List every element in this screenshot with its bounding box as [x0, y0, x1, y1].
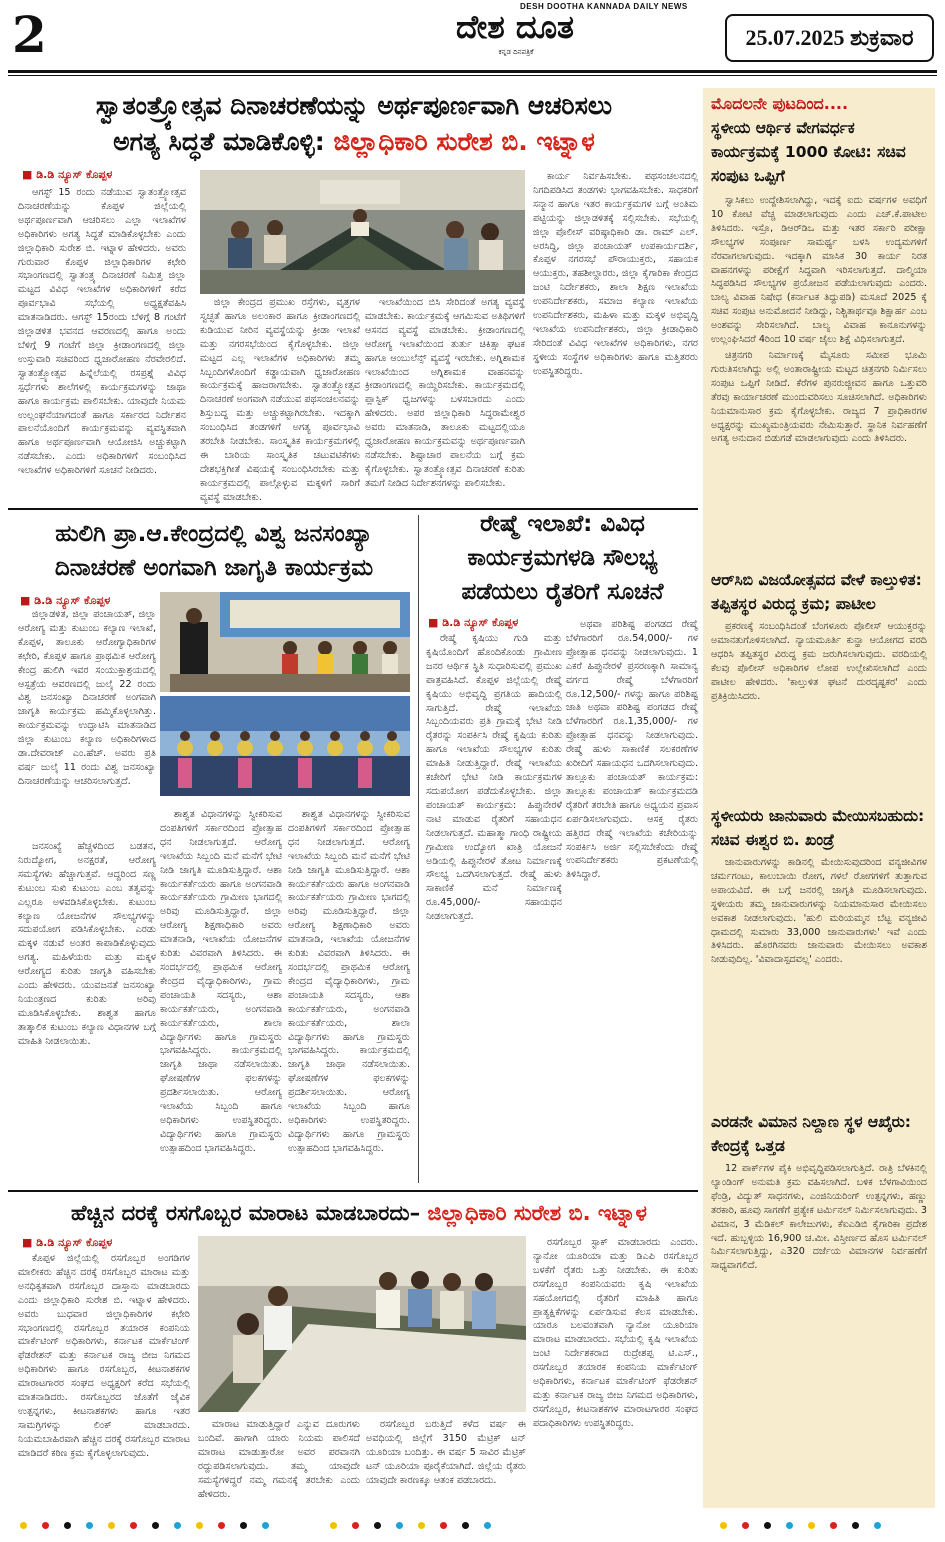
sidebar-story4-text: 12 ಪಾರ್ಕ್‌ಗಳ ಪೈಕಿ ಅಭಿವೃದ್ಧಿಪಡಿಸಲಾಗುತ್ತಿದೆ. ರಾತ್ರಿ ಬೆಳಕಿನಲ್ಲಿ ಲ್ಯಾಂಡಿಂಗ್ ಅನುಮತಿ ಕ್ರಮ ವಹಿಸಲಾಗಿದೆ. ಬಳಿಕ ಬೆಳಗಾವಿಯಿಂದ ಫೆಂಡ್ರಿ, ವಿದ್ಯುತ್ ಸಾಧನಗಳು, ಎಂಜಿನಿಯರಿಂಗ್ ಉತ್ಪನ್ನಗಳು, ಹಣ್ಣು ತರಕಾರಿ, ಹೂವು ಸಾಗಣೆಗೆ ಪ್ರತ್ಯೇಕ ಟರ್ಮಿನಲ್ ನಿರ್ಮಿಸಲಾಗುವುದು. 3 ವಿಮಾನ, 3 ಮೆಡಿಕಲ್ ಕಾಲೇಜುಗಳು, ಕೆಐಎಡಿಬಿ ಕೈಗಾರಿಕಾ ಪ್ರದೇಶ ಇದೆ. ಹುಬ್ಬಳ್ಳಿಯ 16,900 ಚ.ಮೀ. ವಿಸ್ತೀರ್ಣದ ಹೊಸ ಟರ್ಮಿನಲ್ ನಿರ್ಮಿಸಲಾಗುತ್ತಿದ್ದು, ಎ320 ದರ್ಜೆಯ ವಿಮಾನಗಳ ನಿರ್ವಹಣೆಗೆ ಸಾಧ್ಯವಾಗಲಿದೆ. [711, 1163, 927, 1272]
sidebar-story2-text: ಪ್ರಕರಣಕ್ಕೆ ಸಂಬಂಧಿಸಿದಂತೆ ಬೆಂಗಳೂರು ಪೊಲೀಸ್ ಆಯುಕ್ತರನ್ನು ಅಮಾನತುಗೊಳಿಸಲಾಗಿದೆ. ನ್ಯಾಯಮೂರ್ತಿ ಕುನ್ಹಾ ಆಯೋಗದ ವರದಿ ಆಧರಿಸಿ ತಪ್ಪಿತಸ್ಥರ ವಿರುದ್ಧ ಕ್ರಮ ಜರುಗಿಸಲಾಗುವುದು. ವರದಿಯಲ್ಲಿ ಕೆಲವು ಪೊಲೀಸ್ ಅಧಿಕಾರಿಗಳ ಲೋಪ ಉಲ್ಲೇಖಿಸಲಾಗಿದೆ ಎಂದು ಪಾಟೀಲ ಹೇಳಿದರು. 'ಕಾಲ್ತುಳಿತ ಘಟನೆ ದುರದೃಷ್ಟಕರ' ಎಂದು ಪ್ರತಿಕ್ರಿಯಿಸಿದರು. [711, 621, 927, 702]
art-right-headline-line1: ರೇಷ್ಮೆ ಇಲಾಖೆ: ವಿವಿಧ [480, 511, 645, 537]
masthead-logo: ದೇಶ ದೂತ [456, 8, 574, 46]
bottom-column-2: ಮಾರಾಟ ಮಾಡುತ್ತಿದ್ದಾರೆ ಎನ್ನುವ ದೂರುಗಳು ಬಂದಿವೆ. ಹಾಗಾಗಿ ಯಾರು ನಿಯಮ ಪಾಲಿಸದೆ ಮಾರಾಟ ಮಾಡುತ್ತಾರೋ ಅವರ ಪರವಾನಗಿ ರದ್ದುಪಡಿಸಲಾಗುವುದು. ತಮ್ಮ ಯಾವುದೇ ಸಮಸ್ಯೆಗಳಿದ್ದರೆ ನಮ್ಮ ಗಮನಕ್ಕೆ ತರಬೇಕು ಎಂದು ಹೇಳಿದರು. [198, 1419, 360, 1500]
bottom-meeting-photo [198, 1236, 526, 1412]
art-left-column-2: ಶಾಶ್ವತ ವಿಧಾನಗಳನ್ನು ಸ್ವೀಕರಿಸುವ ದಂಪತಿಗಳಿಗೆ ಸರ್ಕಾರದಿಂದ ಪ್ರೋತ್ಸಾಹ ಧನ ನೀಡಲಾಗುತ್ತದೆ. ಆರೋಗ್ಯ ಇಲಾಖೆಯ ಸಿಬ್ಬಂದಿ ಮನೆ ಮನೆಗೆ ಭೇಟಿ ನೀಡಿ ಜಾಗೃತಿ ಮೂಡಿಸುತ್ತಿದ್ದಾರೆ. ಆಶಾ ಕಾರ್ಯಕರ್ತೆಯರು ಹಾಗೂ ಅಂಗನವಾಡಿ ಕಾರ್ಯಕರ್ತೆಯರು ಗ್ರಾಮೀಣ ಭಾಗದಲ್ಲಿ ಅರಿವು ಮೂಡಿಸುತ್ತಿದ್ದಾರೆ. ಜಿಲ್ಲಾ ಆರೋಗ್ಯ ಶಿಕ್ಷಣಾಧಿಕಾರಿ ಅವರು ಮಾತನಾಡಿ, ಇಲಾಖೆಯ ಯೋಜನೆಗಳ ಕುರಿತು ವಿವರವಾಗಿ ತಿಳಿಸಿದರು. ಈ ಸಂದರ್ಭದಲ್ಲಿ ಪ್ರಾಥಮಿಕ ಆರೋಗ್ಯ ಕೇಂದ್ರದ ವೈದ್ಯಾಧಿಕಾರಿಗಳು, ಗ್ರಾಮ ಪಂಚಾಯತಿ ಸದಸ್ಯರು, ಆಶಾ ಕಾರ್ಯಕರ್ತೆಯರು, ಅಂಗನವಾಡಿ ಕಾರ್ಯಕರ್ತೆಯರು, ಶಾಲಾ ವಿದ್ಯಾರ್ಥಿಗಳು ಹಾಗೂ ಗ್ರಾಮಸ್ಥರು ಭಾಗವಹಿಸಿದ್ದರು. ಕಾರ್ಯಕ್ರಮದಲ್ಲಿ ಜಾಗೃತಿ ಜಾಥಾ ನಡೆಸಲಾಯಿತು. ಘೋಷಣೆಗಳ ಫಲಕಗಳನ್ನು ಪ್ರದರ್ಶಿಸಲಾಯಿತು. ಆರೋಗ್ಯ ಇಲಾಖೆಯ ಸಿಬ್ಬಂದಿ ಹಾಗೂ ಅಧಿಕಾರಿಗಳು ಉಪಸ್ಥಿತರಿದ್ದರು. ವಿದ್ಯಾರ್ಥಿಗಳು ಹಾಗೂ ಗ್ರಾಮಸ್ಥರು ಉತ್ಸಾಹದಿಂದ ಭಾಗವಹಿಸಿದ್ದರು. [160, 809, 282, 1154]
lead-column-3: ಇಲಾಖೆಯಿಂದ ಬಿಸಿ ಸೇರಿದಂತೆ ಅಗತ್ಯ ವ್ಯವಸ್ಥೆ ಮಾಡಬೇಕು. ಕಾರ್ಯಕ್ರಮಕ್ಕೆ ಆಗಮಿಸುವ ಅತಿಥಿಗಳಿಗೆ ಆಸನದ ವ್ಯವಸ್ಥೆ ಮಾಡಬೇಕು. ಕ್ರೀಡಾಂಗಣದಲ್ಲಿ ಆರೋಗ್ಯ ಇಲಾಖೆಯಿಂದ ತುರ್ತು ಚಿಕಿತ್ಸಾ ಘಟಕ ಹಾಗೂ ಆಂಬುಲೆನ್ಸ್ ವ್ಯವಸ್ಥೆ ಇರಬೇಕು. ಅಗ್ನಿಶಾಮಕ ಇಲಾಖೆಯಿಂದ ಅಗ್ನಿಶಾಮಕ ವಾಹನವನ್ನು ಕ್ರೀಡಾಂಗಣದಲ್ಲಿ ಕಾಯ್ದಿರಿಸಬೇಕು. ಕಾರ್ಯಕ್ರಮದಲ್ಲಿ ಪ್ಲಾಸ್ಟಿಕ್ ಧ್ವಜಗಳನ್ನು ಬಳಸಬಾರದು ಎಂದು ಹೇಳಿದರು. ಅಪರ ಜಿಲ್ಲಾಧಿಕಾರಿ ಸಿದ್ಧರಾಮೇಶ್ವರ ಅವರು ಮಾತನಾಡಿ, ತಾಲೂಕು ಮಟ್ಟದಲ್ಲಿಯೂ ಧ್ವಜಾರೋಹಣ ಕಾರ್ಯಕ್ರಮವನ್ನು ಅರ್ಥಪೂರ್ಣವಾಗಿ ನಡೆಸಬೇಕು. ಶಿಷ್ಟಾಚಾರ ಪಾಲನೆಯ ಬಗ್ಗೆ ಕ್ರಮ ಕೈಗೊಳ್ಳಬೇಕು. ಸ್ವಾತಂತ್ರ್ಯೋತ್ಸವ ದಿನಾಚರಣೆ ಕುರಿತು ತಮಗೆ ನೀಡಿದ ನಿರ್ದೇಶನಗಳನ್ನು ಪಾಲಿಸಬೇಕು. [365, 297, 525, 489]
sidebar-story1-text: ಸ್ವಾಸಿಕಲು ಉದ್ದೇಶಿಸಲಾಗಿದ್ದು, ಇದಕ್ಕೆ ಐದು ವರ್ಷಗಳ ಅವಧಿಗೆ 10 ಕೋಟಿ ವೆಚ್ಚ ಮಾಡಲಾಗುವುದು ಎಂದು ಎಚ್.ಕೆ.ಪಾಟೀಲ ತಿಳಿಸಿದರು. ಇಸ್ರೊ, ಡಿಆರ್‌ಡಿಒ ಮತ್ತು ಇತರ ಸರ್ಕಾರಿ ಪರೀಕ್ಷಾ ಸೌಲಭ್ಯಗಳ ಸಂಪೂರ್ಣ ಸಾಮರ್ಥ್ಯ ಬಳಸಿ ಉದ್ಯಮಗಳಿಗೆ ನೆರವಾಗಲಾಗುವುದು. ಇದಕ್ಕಾಗಿ ಮಾಸಿಕ 30 ಕಾರ್ಯ ನಿರತ ವಾಹನಗಳನ್ನು ಪರೀಕ್ಷೆಗೆ ಸಿದ್ಧವಾಗಿ ಇರಿಸಲಾಗುತ್ತದೆ. ದಾಲ್ಮಿಯಾ ಸಿದ್ಧಪಡಿಸಿದ ಸೌಲಭ್ಯಗಳ ಪ್ರಯೋಜನ ಪಡೆಯಲಾಗುವುದು ಎಂದರು. ಬಾಲ್ಯ ವಿವಾಹ ನಿಷೇಧ (ಕರ್ನಾಟಕ ತಿದ್ದುಪಡಿ) ಮಸೂದೆ 2025 ಕ್ಕೆ ಸಚಿವ ಸಂಪುಟ ಅನುಮೋದನೆ ನೀಡಿದ್ದು, ನಿಶ್ಚಿತಾರ್ಥವೂ ಶಿಕ್ಷಾರ್ಹ ಎಂಬ ಅಂಶವನ್ನು ಸೇರಿಸಲಾಗಿದೆ. ಬಾಲ್ಯ ವಿವಾಹ ಕಾನೂನುಗಳನ್ನು ಉಲ್ಲಂಘಿಸಿದರೆ 4ರಿಂದ 10 ವರ್ಷ ಜೈಲು ಶಿಕ್ಷೆ ವಿಧಿಸಲಾಗುತ್ತದೆ. ಚಿತ್ರನಗರಿ ನಿರ್ಮಾಣಕ್ಕೆ ಮೈಸೂರು ಸಮೀಪ ಭೂಮಿ ಗುರುತಿಸಲಾಗಿದ್ದು ಅಲ್ಲಿ ಅಂತಾರಾಷ್ಟ್ರೀಯ ಮಟ್ಟದ ಚಿತ್ರನಗರಿ ನಿರ್ಮಿಸಲು ಸಂಪುಟ ಒಪ್ಪಿಗೆ ನೀಡಿದೆ. ಕೆರೆಗಳ ಪುನರುಜ್ಜೀವನ ಹಾಗೂ ಒತ್ತುವರಿ ತೆರವು ಕಾರ್ಯಾಚರಣೆ ಮುಂದುವರಿಸಲು ಸೂಚಿಸಲಾಗಿದೆ. ಅಧಿಕಾರಿಗಳು ನಿಯಮಾನುಸಾರ ಕ್ರಮ ಕೈಗೊಳ್ಳಬೇಕು. ರಾಜ್ಯದ 7 ಪ್ರಾಧಿಕಾರಗಳ ಅಧ್ಯಕ್ಷರನ್ನು ಮುಖ್ಯಮಂತ್ರಿಯವರು ನೇಮಿಸುತ್ತಾರೆ. ಸ್ಥಾನಿಕ ನಿರ್ವಹಣೆಗೆ ಅಗತ್ಯ ಅನುದಾನ ಬಿಡುಗಡೆ ಮಾಡಲಾಗುವುದು ಎಂದು ತಿಳಿಸಿದರು. [711, 195, 927, 445]
art-right-byline: ■ ಡಿ.ಡಿ ನ್ಯೂಸ್ ಕೊಪ್ಪಳ [428, 616, 518, 630]
art-right-column-2: ಅಥವಾ ಪರಿಶಿಷ್ಟ ಪಂಗಡದ ರೇಷ್ಮೆ ಬೆಳೆಗಾರರಿಗೆ ರೂ.54,000/- ಗಳ ಪ್ರೋತ್ಸಾಹ ಧನವನ್ನು ನೀಡಲಾಗುವುದು. 1 ಎಕರೆ ಹಿಪ್ಪುನೇರಳೆ ಪ್ರಸರಣಕ್ಕಾಗಿ ಸಾಮಾನ್ಯ ವರ್ಗದ ರೇಷ್ಮೆ ಬೆಳೆಗಾರರಿಗೆ ರೂ.12,500/- ಗಳನ್ನು ಹಾಗೂ ಪರಿಶಿಷ್ಟ ಜಾತಿ ಅಥವಾ ಪರಿಶಿಷ್ಟ ಪಂಗಡದ ರೇಷ್ಮೆ ಬೆಳೆಗಾರರಿಗೆ ರೂ.1,35,000/- ಗಳ ಪ್ರೋತ್ಸಾಹ ಧನವನ್ನು ನೀಡಲಾಗುವುದು. ರೇಷ್ಮೆ ಹುಳು ಸಾಕಾಣಿಕೆ ಸಲಕರಣೆಗಳ ಖರೀದಿಗೆ ಸಹಾಯಧನ ಒದಗಿಸಲಾಗುವುದು. ತಾಲ್ಲೂಕು ಪಂಚಾಯತ್ ಕಾರ್ಯಕ್ರಮ: ತಾಲ್ಲೂಕು ಪಂಚಾಯತ್ ಕಾರ್ಯಕ್ರಮದಡಿ ರೈತರಿಗೆ ತರಬೇತಿ ಹಾಗೂ ಅಧ್ಯಯನ ಪ್ರವಾಸ ಏರ್ಪಡಿಸಲಾಗುವುದು. ಆಸಕ್ತ ರೈತರು ಹತ್ತಿರದ ರೇಷ್ಮೆ ಇಲಾಖೆಯ ಕಚೇರಿಯನ್ನು ಸಂಪರ್ಕಿಸಿ ಅರ್ಜಿ ಸಲ್ಲಿಸಬೇಕೆಂದು ರೇಷ್ಮೆ ಉಪನಿರ್ದೇಶಕರು ಪ್ರಕಟಣೆಯಲ್ಲಿ ತಿಳಿಸಿದ್ದಾರೆ. [566, 619, 698, 881]
column-divider [418, 515, 419, 1183]
sidebar-section-head: ಮೊದಲನೇ ಪುಟದಿಂದ.... [711, 94, 849, 113]
sidebar-story1-headline: ಸ್ಥಳೀಯ ಆರ್ಥಿಕ ವೇಗವರ್ಧಕ ಕಾರ್ಯಕ್ರಮಕ್ಕೆ 1000 ಕೋಟಿ: ಸಚಿವ ಸಂಪುಟ ಒಪ್ಪಿಗೆ [711, 119, 906, 185]
bottom-headline-red: ಜಿಲ್ಲಾಧಿಕಾರಿ ಸುರೇಶ ಬಿ. ಇಟ್ನಾಳ [427, 1201, 647, 1225]
bottom-column-3: ರಸಗೊಬ್ಬರ ಸ್ಟಾಕ್ ಮಾಡಬಾರದು ಎಂದರು. ನ್ಯಾನೋ ಯೂರಿಯಾ ಮತ್ತು ಡಿಎಪಿ ರಸಗೊಬ್ಬರ ಬಳಕೆಗೆ ರೈತರು ಒತ್ತು ನೀಡಬೇಕು. ಈ ಕುರಿತು ರಸಗೊಬ್ಬರ ಕಂಪನಿಯವರು ಕೃಷಿ ಇಲಾಖೆಯ ಸಹಯೋಗದಲ್ಲಿ ರೈತರಿಗೆ ಮಾಹಿತಿ ಹಾಗೂ ಪ್ರಾತ್ಯಕ್ಷಿಕೆಗಳನ್ನು ಏರ್ಪಡಿಸುವ ಕೆಲಸ ಮಾಡಬೇಕು. ಯಾರೂ ಬಲವಂತವಾಗಿ ನ್ಯಾನೋ ಯೂರಿಯಾ ಮಾರಾಟ ಮಾಡಬಾರದು. ಸಭೆಯಲ್ಲಿ ಕೃಷಿ ಇಲಾಖೆಯ ಜಂಟಿ ನಿರ್ದೇಶಕರಾದ ರುದ್ರೇಶಪ್ಪ ಟಿ.ಎಸ್., ರಸಗೊಬ್ಬರ ತಯಾರಕ ಕಂಪನಿಯ ಮಾರ್ಕೆಟಿಂಗ್ ಅಧಿಕಾರಿಗಳು, ಕರ್ನಾಟಕ ಮಾರ್ಕೆಟಿಂಗ್ ಫೆಡರೇಶನ್ ಮತ್ತು ಕರ್ನಾಟಕ ರಾಜ್ಯ ಬೀಜ ನಿಗಮದ ಅಧಿಕಾರಿಗಳು, ರಸಗೊಬ್ಬರ, ಕೀಟನಾಶಕಗಳ ಮಾರಾಟಗಾರರ ಸಂಘದ ಪದಾಧಿಕಾರಿಗಳು ಉಪಸ್ಥಿತರಿದ್ದರು. [533, 1237, 698, 1429]
art-right-headline-line3: ಪಡೆಯಲು ರೈತರಿಗೆ ಸೂಚನೆ [461, 579, 664, 605]
lead-headline-black: ಅಗತ್ಯ ಸಿದ್ಧತೆ ಮಾಡಿಕೊಳ್ಳಿ: [113, 127, 325, 156]
section-rule-bottom [8, 1190, 698, 1192]
lead-headline-red: ಜಿಲ್ಲಾಧಿಕಾರಿ ಸುರೇಶ ಬಿ. ಇಟ್ನಾಳ [333, 127, 595, 156]
art-left-column-1-top: ಜಿಲ್ಲಾಡಳಿತ, ಜಿಲ್ಲಾ ಪಂಚಾಯತ್, ಜಿಲ್ಲಾ ಆರೋಗ್ಯ ಮತ್ತು ಕುಟುಂಬ ಕಲ್ಯಾಣ ಇಲಾಖೆ, ಕೊಪ್ಪಳ, ತಾಲೂಕು ಆರೋಗ್ಯಾಧಿಕಾರಿಗಳ ಕಛೇರಿ, ಕೊಪ್ಪಳ ಹಾಗೂ ಪ್ರಾಥಮಿಕ ಆರೋಗ್ಯ ಕೇಂದ್ರ ಹುಲಿಗಿ ಇವರ ಸಂಯುಕ್ತಾಶ್ರಯದಲ್ಲಿ ಆಸ್ಪತ್ರೆಯ ಆವರಣದಲ್ಲಿ ಜುಲೈ 22 ರಂದು ವಿಶ್ವ ಜನಸಂಖ್ಯಾ ದಿನಾಚರಣೆ ಅಂಗವಾಗಿ ಜಾಗೃತಿ ಕಾರ್ಯಕ್ರಮ ಹಮ್ಮಿಕೊಳ್ಳಲಾಗಿತ್ತು. ಕಾರ್ಯಕ್ರಮವನ್ನು ಉದ್ಘಾಟಿಸಿ ಮಾತನಾಡಿದ ಜಿಲ್ಲಾ ಕುಟುಂಬ ಕಲ್ಯಾಣ ಅಧಿಕಾರಿಗಳಾದ ಡಾ.ದೇವರಾಜ್ ಎಂ.ಹೆಚ್. ಅವರು ಪ್ರತಿ ವರ್ಷ ಜುಲೈ 11 ರಂದು ವಿಶ್ವ ಜನಸಂಖ್ಯಾ ದಿನಾಚರಣೆಯನ್ನು ಆಚರಿಸಲಾಗುತ್ತದೆ. [18, 609, 156, 787]
lead-column-1: ಆಗಸ್ಟ್ 15 ರಂದು ನಡೆಯುವ ಸ್ವಾತಂತ್ರ್ಯೋತ್ಸವ ದಿನಾಚರಣೆಯನ್ನು ಕೊಪ್ಪಳ ಜಿಲ್ಲೆಯಲ್ಲಿ ಅರ್ಥಪೂರ್ಣವಾಗಿ ಆಚರಿಸಲು ಎಲ್ಲಾ ಇಲಾಖೆಗಳ ಅಧಿಕಾರಿಗಳು ಅಗತ್ಯ ಸಿದ್ಧತೆ ಮಾಡಿಕೊಳ್ಳಬೇಕು ಎಂದು ಜಿಲ್ಲಾಧಿಕಾರಿ ಸುರೇಶ ಬಿ. ಇಟ್ನಾಳ ಹೇಳಿದರು. ಅವರು ಗುರುವಾರ ಕೊಪ್ಪಳ ಜಿಲ್ಲಾಧಿಕಾರಿಗಳ ಕಛೇರಿ ಸಭಾಂಗಣದಲ್ಲಿ ಸ್ವಾತಂತ್ರ್ಯ ದಿನಾಚರಣೆ ನಿಮಿತ್ತ ಜಿಲ್ಲಾ ಮಟ್ಟದ ವಿವಿಧ ಇಲಾಖೆಗಳ ಅಧಿಕಾರಿಗಳಿಗೆ ಕರೆದ ಪೂರ್ವಭಾವಿ ಸಭೆಯಲ್ಲಿ ಅಧ್ಯಕ್ಷತೆವಹಿಸಿ ಮಾತನಾಡಿದರು. ಆಗಸ್ಟ್ 15ರಂದು ಬೆಳಿಗ್ಗೆ 8 ಗಂಟೆಗೆ ಜಿಲ್ಲಾಡಳಿತ ಭವನದ ಆವರಣದಲ್ಲಿ ಹಾಗೂ ಅಂದು ಬೆಳಿಗ್ಗೆ 9 ಗಂಟೆಗೆ ಜಿಲ್ಲಾ ಕ್ರೀಡಾಂಗಣದಲ್ಲಿ ಜಿಲ್ಲಾ ಉಸ್ತುವಾರಿ ಸಚಿವರಿಂದ ಧ್ವಜಾರೋಹಣ ನೆರವೇರಲಿದೆ. ಸ್ವಾತಂತ್ರ್ಯೋತ್ಸವ ಹಿನ್ನೆಲೆಯಲ್ಲಿ ರಸಪ್ರಶ್ನೆ ವಿವಿಧ ಸ್ಪರ್ಧೆಗಳು ಶಾಲೆಗಳಲ್ಲಿ ಕಾರ್ಯಕ್ರಮಗಳನ್ನು ಜಾಥಾ ಹಾಗೂ ಕಾರ್ಯಕ್ರಮ ಪಾಲಿಸಬೇಕು. ಯಾವುದೇ ನಿಯಮ ಉಲ್ಲಂಘನೆಯಾಗದಂತೆ ಹಾಗೂ ಸರ್ಕಾರದ ನಿರ್ದೇಶನ ಪಾಲನೆಯೊಂದಿಗೆ ಕಾರ್ಯಕ್ರಮವನ್ನು ವ್ಯವಸ್ಥಿತವಾಗಿ ಹಾಗೂ ಅರ್ಥಪೂರ್ಣವಾಗಿ ಆಯೋಜಿಸಿ ಅಚ್ಚುಕಟ್ಟಾಗಿ ನಡೆಸಬೇಕು. ಎಂದು ಅಧಿಕಾರಿಗಳಿಗೆ ಸಂಬಂಧಿಸಿದ ಇಲಾಖೆಗಳ ಅಧಿಕಾರಿಗಳಿಗೆ ಸೂಚನೆ ನೀಡಿದರು. [18, 187, 186, 477]
art-right-headline-line2: ಕಾರ್ಯಕ್ರಮಗಳಡಿ ಸೌಲಭ್ಯ [467, 545, 658, 571]
header-rule [8, 70, 937, 73]
art-right-column-1: ರೇಷ್ಮೆ ಕೃಷಿಯು ಗುಡಿ ಮತ್ತು ಕೃಷಿಯೊಂದಿಗೆ ಹೊಂದಿಕೊಂಡು ಗ್ರಾಮೀಣ ಜನರ ಆರ್ಥಿಕ ಸ್ಥಿತಿ ಸುಧಾರಿಸುವಲ್ಲಿ ಪ್ರಮುಖ ಪಾತ್ರವಹಿಸಿದೆ. ಕೊಪ್ಪಳ ಜಿಲ್ಲೆಯಲ್ಲಿ ರೇಷ್ಮೆ ಕೃಷಿಯು ಅಭಿವೃದ್ಧಿ ಪ್ರಗತಿಯ ಹಾದಿಯಲ್ಲಿ ಸಾಗುತ್ತಿದೆ. ರೇಷ್ಮೆ ಇಲಾಖೆಯ ಸಿಬ್ಬಂದಿಯವರು ಪ್ರತಿ ಗ್ರಾಮಕ್ಕೆ ಭೇಟಿ ನೀಡಿ ರೈತರನ್ನು ಸಂಪರ್ಕಿಸಿ ರೇಷ್ಮೆ ಕೃಷಿಯ ಕುರಿತು ಹಾಗೂ ಇಲಾಖೆಯ ಸೌಲಭ್ಯಗಳ ಕುರಿತು ಮಾಹಿತಿ ನೀಡುತ್ತಿದ್ದಾರೆ. ರೇಷ್ಮೆ ಇಲಾಖೆಯ ಕಚೇರಿಗೆ ಭೇಟಿ ನೀಡಿ ಕಾರ್ಯಕ್ರಮಗಳ ಸದುಪಯೋಗ ಪಡೆದುಕೊಳ್ಳಬೇಕು. ಜಿಲ್ಲಾ ಪಂಚಾಯತ್ ಕಾರ್ಯಕ್ರಮ: ಹಿಪ್ಪುನೇರಳೆ ನಾಟಿ ಮಾಡುವ ರೈತರಿಗೆ ಸಹಾಯಧನ ನೀಡಲಾಗುತ್ತದೆ. ಮಹಾತ್ಮಾ ಗಾಂಧಿ ರಾಷ್ಟ್ರೀಯ ಗ್ರಾಮೀಣ ಉದ್ಯೋಗ ಖಾತ್ರಿ ಯೋಜನೆ ಅಡಿಯಲ್ಲಿ ಹಿಪ್ಪುನೇರಳೆ ತೋಟ ನಿರ್ಮಾಣಕ್ಕೆ ಸೌಲಭ್ಯ ಒದಗಿಸಲಾಗುತ್ತದೆ. ರೇಷ್ಮೆ ಹುಳು ಸಾಕಾಣಿಕೆ ಮನೆ ನಿರ್ಮಾಣಕ್ಕೆ ರೂ.45,000/- ಸಹಾಯಧನ ನೀಡಲಾಗುತ್ತದೆ. [426, 633, 562, 923]
lead-column-2: ಜಿಲ್ಲಾ ಕೇಂದ್ರದ ಪ್ರಮುಖ ರಸ್ತೆಗಳು, ವೃತ್ತಗಳ ಸ್ವಚ್ಛತೆ ಹಾಗೂ ಅಲಂಕಾರ ಹಾಗೂ ಕ್ರೀಡಾಂಗಣದಲ್ಲಿ ಕುಡಿಯುವ ನೀರಿನ ವ್ಯವಸ್ಥೆಯನ್ನು ಕ್ರೀಡಾ ಇಲಾಖೆ ಮತ್ತು ನಗರಸಭೆಯಿಂದ ಕೈಗೊಳ್ಳಬೇಕು. ಜಿಲ್ಲಾ ಮಟ್ಟದ ಎಲ್ಲ ಇಲಾಖೆಗಳ ಅಧಿಕಾರಿಗಳು ತಮ್ಮ ಸಿಬ್ಬಂದಿಗಳೊಂದಿಗೆ ಕಡ್ಡಾಯವಾಗಿ ಧ್ವಜಾರೋಹಣ ಕಾರ್ಯಕ್ರಮಕ್ಕೆ ಹಾಜರಾಗಬೇಕು. ಸ್ವಾತಂತ್ರ್ಯೋತ್ಸವ ದಿನಾಚರಣೆ ಅಂಗವಾಗಿ ನಡೆಯುವ ಪಥಸಂಚಲನವನ್ನು ಶಿಸ್ತುಬದ್ಧ ಮತ್ತು ಅಚ್ಚುಕಟ್ಟಾಗಿರಬೇಕು. ಇದಕ್ಕಾಗಿ ಸಂಬಂಧಿಸಿದ ತಂಡಗಳಿಗೆ ಅಗತ್ಯ ಪೂರ್ವಭಾವಿ ತರಬೇತಿ ನೀಡಬೇಕು. ಸಾಂಸ್ಕೃತಿಕ ಕಾರ್ಯಕ್ರಮಗಳಲ್ಲಿ ಈ ಬಾರಿಯ ಸಾಂಸ್ಕೃತಿಕ ಚಟುವಟಿಕೆಗಳು ದೇಶಭಕ್ತಿಗೀತೆ ವಿಷಯಕ್ಕೆ ಸಂಬಂಧಿಸಿರಬೇಕು ಮತ್ತು ಕಾರ್ಯಕ್ರಮದಲ್ಲಿ ಪಾಲ್ಗೊಳ್ಳುವ ಮಕ್ಕಳಿಗೆ ಸಾರಿಗೆ ವ್ಯವಸ್ಥೆ ಮಾಡಬೇಕು. [200, 297, 360, 503]
art-left-headline-line2: ದಿನಾಚರಣೆ ಅಂಗವಾಗಿ ಜಾಗೃತಿ ಕಾರ್ಯಕ್ರಮ [54, 555, 374, 581]
masthead-tagline: ಕನ್ನಡ ದಿನಪತ್ರಿಕೆ [498, 48, 534, 56]
registration-dots-center [330, 1522, 491, 1529]
page-number: 2 [12, 5, 47, 64]
lead-headline-line2 [14, 126, 694, 159]
art-left-column-3: ಶಾಶ್ವತ ವಿಧಾನಗಳನ್ನು ಸ್ವೀಕರಿಸುವ ದಂಪತಿಗಳಿಗೆ ಸರ್ಕಾರದಿಂದ ಪ್ರೋತ್ಸಾಹ ಧನ ನೀಡಲಾಗುತ್ತದೆ. ಆರೋಗ್ಯ ಇಲಾಖೆಯ ಸಿಬ್ಬಂದಿ ಮನೆ ಮನೆಗೆ ಭೇಟಿ ನೀಡಿ ಜಾಗೃತಿ ಮೂಡಿಸುತ್ತಿದ್ದಾರೆ. ಆಶಾ ಕಾರ್ಯಕರ್ತೆಯರು ಹಾಗೂ ಅಂಗನವಾಡಿ ಕಾರ್ಯಕರ್ತೆಯರು ಗ್ರಾಮೀಣ ಭಾಗದಲ್ಲಿ ಅರಿವು ಮೂಡಿಸುತ್ತಿದ್ದಾರೆ. ಜಿಲ್ಲಾ ಆರೋಗ್ಯ ಶಿಕ್ಷಣಾಧಿಕಾರಿ ಅವರು ಮಾತನಾಡಿ, ಇಲಾಖೆಯ ಯೋಜನೆಗಳ ಕುರಿತು ವಿವರವಾಗಿ ತಿಳಿಸಿದರು. ಈ ಸಂದರ್ಭದಲ್ಲಿ ಪ್ರಾಥಮಿಕ ಆರೋಗ್ಯ ಕೇಂದ್ರದ ವೈದ್ಯಾಧಿಕಾರಿಗಳು, ಗ್ರಾಮ ಪಂಚಾಯತಿ ಸದಸ್ಯರು, ಆಶಾ ಕಾರ್ಯಕರ್ತೆಯರು, ಅಂಗನವಾಡಿ ಕಾರ್ಯಕರ್ತೆಯರು, ಶಾಲಾ ವಿದ್ಯಾರ್ಥಿಗಳು ಹಾಗೂ ಗ್ರಾಮಸ್ಥರು ಭಾಗವಹಿಸಿದ್ದರು. ಕಾರ್ಯಕ್ರಮದಲ್ಲಿ ಜಾಗೃತಿ ಜಾಥಾ ನಡೆಸಲಾಯಿತು. ಘೋಷಣೆಗಳ ಫಲಕಗಳನ್ನು ಪ್ರದರ್ಶಿಸಲಾಯಿತು. ಆರೋಗ್ಯ ಇಲಾಖೆಯ ಸಿಬ್ಬಂದಿ ಹಾಗೂ ಅಧಿಕಾರಿಗಳು ಉಪಸ್ಥಿತರಿದ್ದರು. ವಿದ್ಯಾರ್ಥಿಗಳು ಹಾಗೂ ಗ್ರಾಮಸ್ಥರು ಉತ್ಸಾಹದಿಂದ ಭಾಗವಹಿಸಿದ್ದರು. [288, 809, 410, 1154]
bottom-byline: ■ ಡಿ.ಡಿ ನ್ಯೂಸ್ ಕೊಪ್ಪಳ [22, 1236, 112, 1250]
header-rule-thin [8, 75, 937, 76]
sidebar-story2-headline: ಆರ್‌ಸಿಬಿ ವಿಜಯೋತ್ಸವದ ವೇಳೆ ಕಾಲ್ತುಳಿತ: ತಪ್ಪಿತಸ್ಥರ ವಿರುದ್ಧ ಕ್ರಮ; ಪಾಟೀಲ [711, 571, 922, 613]
art-left-stage-photo [160, 592, 410, 692]
registration-dots-left [20, 1522, 269, 1529]
registration-dots-right [720, 1522, 881, 1529]
lead-headline-line1: ಸ್ವಾತಂತ್ರ್ಯೋತ್ಸವ ದಿನಾಚರಣೆಯನ್ನು ಅರ್ಥಪೂರ್ಣವಾಗಿ ಆಚರಿಸಲು [95, 91, 613, 120]
sidebar-story4-headline: ಎರಡನೇ ವಿಮಾನ ನಿಲ್ದಾಣ ಸ್ಥಳ ಆಖೈರು: ಕೇಂದ್ರಕ್ಕೆ ಒತ್ತಡ [711, 1113, 911, 1155]
art-left-byline: ■ ಡಿ.ಡಿ ನ್ಯೂಸ್ ಕೊಪ್ಪಳ [20, 594, 110, 608]
lead-column-4: ಕಾರ್ಯ ನಿರ್ವಹಿಸಬೇಕು. ಪಥಸಂಚಲನದಲ್ಲಿ ನಿಗದಿಪಡಿಸಿದ ತಂಡಗಳು ಭಾಗವಹಿಸಬೇಕು. ಸಾಧಕರಿಗೆ ಸನ್ಮಾನ ಹಾಗೂ ಇತರ ಕಾರ್ಯಕ್ರಮಗಳ ಬಗ್ಗೆ ಅಂತಿಮ ಪಟ್ಟಿಯನ್ನು ಜಿಲ್ಲಾಡಳಿತಕ್ಕೆ ಸಲ್ಲಿಸಬೇಕು. ಸಭೆಯಲ್ಲಿ ಜಿಲ್ಲಾ ಪೊಲೀಸ್ ವರಿಷ್ಠಾಧಿಕಾರಿ ಡಾ. ರಾಮ್ ಎಲ್. ಅರಸಿದ್ಧಿ, ಜಿಲ್ಲಾ ಪಂಚಾಯತ್ ಉಪಕಾರ್ಯದರ್ಶಿ, ಕೊಪ್ಪಳ ನಗರಸಭೆ ಪೌರಾಯುಕ್ತರು, ಸಹಾಯಕ ಆಯುಕ್ತರು, ತಹಶೀಲ್ದಾರರು, ಜಿಲ್ಲಾ ಕೈಗಾರಿಕಾ ಕೇಂದ್ರದ ಜಂಟಿ ನಿರ್ದೇಶಕರು, ಶಾಲಾ ಶಿಕ್ಷಣ ಇಲಾಖೆಯ ಉಪನಿರ್ದೇಶಕರು, ಸಮಾಜ ಕಲ್ಯಾಣ ಇಲಾಖೆಯ ಉಪನಿರ್ದೇಶಕರು, ಮಹಿಳಾ ಮತ್ತು ಮಕ್ಕಳ ಅಭಿವೃದ್ಧಿ ಇಲಾಖೆಯ ಉಪನಿರ್ದೇಶಕರು, ಜಿಲ್ಲಾ ಕ್ರೀಡಾಧಿಕಾರಿ ಸೇರಿದಂತೆ ವಿವಿಧ ಇಲಾಖೆಗಳ ಅಧಿಕಾರಿಗಳು, ನಗರ ಸ್ಥಳೀಯ ಸಂಸ್ಥೆಗಳ ಅಧಿಕಾರಿಗಳು ಹಾಗೂ ಮತ್ತಿತರರು ಉಪಸ್ಥಿತರಿದ್ದರು. [533, 171, 698, 377]
art-left-headline-line1: ಹುಲಿಗಿ ಪ್ರಾ.ಆ.ಕೇಂದ್ರದಲ್ಲಿ ವಿಶ್ವ ಜನಸಂಖ್ಯಾ [55, 521, 373, 547]
masthead-english: DESH DOOTHA KANNADA DAILY NEWS [520, 2, 688, 11]
art-left-column-1-bottom: ಜನಸಂಖ್ಯೆ ಹೆಚ್ಚಳದಿಂದ ಬಡತನ, ನಿರುದ್ಯೋಗ, ಅನಕ್ಷರತೆ, ಆರೋಗ್ಯ ಸಮಸ್ಯೆಗಳು ಹೆಚ್ಚಾಗುತ್ತವೆ. ಆದ್ದರಿಂದ ಸಣ್ಣ ಕುಟುಂಬ ಸುಖಿ ಕುಟುಂಬ ಎಂಬ ತತ್ವವನ್ನು ಎಲ್ಲರೂ ಅಳವಡಿಸಿಕೊಳ್ಳಬೇಕು. ಕುಟುಂಬ ಕಲ್ಯಾಣ ಯೋಜನೆಗಳ ಸೌಲಭ್ಯಗಳನ್ನು ಸದುಪಯೋಗ ಪಡಿಸಿಕೊಳ್ಳಬೇಕು. ಎರಡು ಮಕ್ಕಳ ನಡುವೆ ಅಂತರ ಕಾಪಾಡಿಕೊಳ್ಳುವುದು ಅಗತ್ಯ. ಮಹಿಳೆಯರು ಮತ್ತು ಮಕ್ಕಳ ಆರೋಗ್ಯದ ಕುರಿತು ಜಾಗೃತಿ ವಹಿಸಬೇಕು ಎಂದು ಹೇಳಿದರು. ಯುವಜನತೆ ಜನಸಂಖ್ಯಾ ನಿಯಂತ್ರಣದ ಕುರಿತು ಅರಿವು ಮೂಡಿಸಿಕೊಳ್ಳಬೇಕು. ಶಾಶ್ವತ ಹಾಗೂ ತಾತ್ಕಾಲಿಕ ಕುಟುಂಬ ಕಲ್ಯಾಣ ವಿಧಾನಗಳ ಬಗ್ಗೆ ಮಾಹಿತಿ ನೀಡಲಾಯಿತು. [18, 841, 156, 1047]
bottom-headline [14, 1200, 704, 1227]
lead-meeting-photo [200, 170, 525, 294]
issue-date: 25.07.2025 ಶುಕ್ರವಾರ [725, 14, 934, 62]
sidebar-story3-text: ಜಾನುವಾರುಗಳನ್ನು ಕಾಡಿನಲ್ಲಿ ಮೇಯಿಸುವುದರಿಂದ ವನ್ಯಜೀವಿಗಳ ಚರ್ಮಗಂಟು, ಕಾಲುಬಾಯಿ ರೋಗ, ಗಳಲೆ ರೋಗಗಳಿಗೆ ತುತ್ತಾಗುವ ಅಪಾಯವಿದೆ. ಈ ಬಗ್ಗೆ ಜನರಲ್ಲಿ ಜಾಗೃತಿ ಮೂಡಿಸಲಾಗುವುದು. ಸ್ಥಳೀಯರು ತಮ್ಮ ಜಾನುವಾರುಗಳನ್ನು ನಿಯಮಾನುಸಾರ ಮೇಯಿಸಲು ಅವಕಾಶ ನೀಡಲಾಗುವುದು. 'ಹುಲಿ ಮರಿಯಮ್ಮನ ಬೆಟ್ಟ ವನ್ಯಜೀವಿ ಧಾಮದಲ್ಲಿ ಸುಮಾರು 33,000 ಜಾನುವಾರುಗಳು' ಇವೆ ಎಂದು ತಿಳಿಸಿದರು. ಹೊರಗಿನವರು ಜಾನುವಾರು ಮೇಯಿಸಲು ಅವಕಾಶ ನೀಡುವುದಿಲ್ಲ. 'ವಿವಾದಾಸ್ಪದವಲ್ಲ' ಎಂದರು. [711, 857, 927, 966]
art-left-group-photo [160, 696, 410, 796]
bottom-column-2b: ರಸಗೊಬ್ಬರ ಬರುತ್ತಿದೆ ಕಳೆದ ವರ್ಷ ಈ ಅವಧಿಯಲ್ಲಿ ಜಿಲ್ಲೆಗೆ 3150 ಮೆಟ್ರಿಕ್ ಟನ್ ಯೂರಿಯಾ ಬಂದಿತ್ತು. ಈ ವರ್ಷ 5 ಸಾವಿರ ಮೆಟ್ರಿಕ್ ಟನ್ ಯೂರಿಯಾ ಪೂರೈಕೆಯಾಗಿದೆ. ಜಿಲ್ಲೆಯ ರೈತರು ಯಾವುದೇ ಕಾರಣಕ್ಕೂ ಆತಂಕ ಪಡಬಾರದು. [366, 1419, 526, 1486]
lead-byline: ■ ಡಿ.ಡಿ ನ್ಯೂಸ್ ಕೊಪ್ಪಳ [22, 168, 112, 182]
sidebar-story3-headline: ಸ್ಥಳೀಯರು ಜಾನುವಾರು ಮೇಯಿಸಬಹುದು: ಸಚಿವ ಈಶ್ವರ ಬಿ. ಖಂಡ್ರೆ [711, 807, 925, 849]
bottom-column-1: ಕೊಪ್ಪಳ ಜಿಲ್ಲೆಯಲ್ಲಿ ರಸಗೊಬ್ಬರ ಅಂಗಡಿಗಳ ಮಾಲೀಕರು ಹೆಚ್ಚಿನ ದರಕ್ಕೆ ರಸಗೊಬ್ಬರ ಮಾರಾಟ ಮತ್ತು ಅನಧಿಕೃತವಾಗಿ ರಸಗೊಬ್ಬರ ದಾಸ್ತಾನು ಮಾಡಬಾರದು ಎಂದು ಜಿಲ್ಲಾಧಿಕಾರಿ ಸುರೇಶ ಬಿ. ಇಟ್ನಾಳ ಹೇಳಿದರು. ಅವರು ಬುಧವಾರ ಜಿಲ್ಲಾಧಿಕಾರಿಗಳ ಕಛೇರಿ ಸಭಾಂಗಣದಲ್ಲಿ ರಸಗೊಬ್ಬರ ತಯಾರಕ ಕಂಪನಿಯ ಮಾರ್ಕೆಟಿಂಗ್ ಅಧಿಕಾರಿಗಳು, ಕರ್ನಾಟಕ ಮಾರ್ಕೆಟಿಂಗ್ ಫೆಡರೇಶನ್ ಮತ್ತು ಕರ್ನಾಟಕ ರಾಜ್ಯ ಬೀಜ ನಿಗಮದ ಅಧಿಕಾರಿಗಳು ಹಾಗೂ ರಸಗೊಬ್ಬರ, ಕೀಟನಾಶಕಗಳ ಮಾರಾಟಗಾರರ ಸಂಘದ ಅಧ್ಯಕ್ಷರಿಗೆ ಕರೆದ ಸಭೆಯಲ್ಲಿ ಮಾತನಾಡಿದರು. ರಸಗೊಬ್ಬರದ ಜೊತೆಗೆ ಜೈವಿಕ ಉತ್ಪನ್ನಗಳು, ಕೀಟನಾಶಕಗಳು ಹಾಗೂ ಇತರ ಸಾಮಗ್ರಿಗಳನ್ನು ಲಿಂಕ್ ಮಾಡಬಾರದು. ನಿಯಮಬಾಹಿರವಾಗಿ ಹೆಚ್ಚಿನ ದರಕ್ಕೆ ರಸಗೊಬ್ಬರ ಮಾರಾಟ ಮಾಡಿದರೆ ಕಠಿಣ ಕ್ರಮ ಕೈಗೊಳ್ಳಲಾಗುವುದು. [18, 1253, 190, 1459]
bottom-headline-black: ಹೆಚ್ಚಿನ ದರಕ್ಕೆ ರಸಗೊಬ್ಬರ ಮಾರಾಟ ಮಾಡಬಾರದು– [71, 1201, 421, 1225]
sidebar-content [703, 88, 935, 1508]
